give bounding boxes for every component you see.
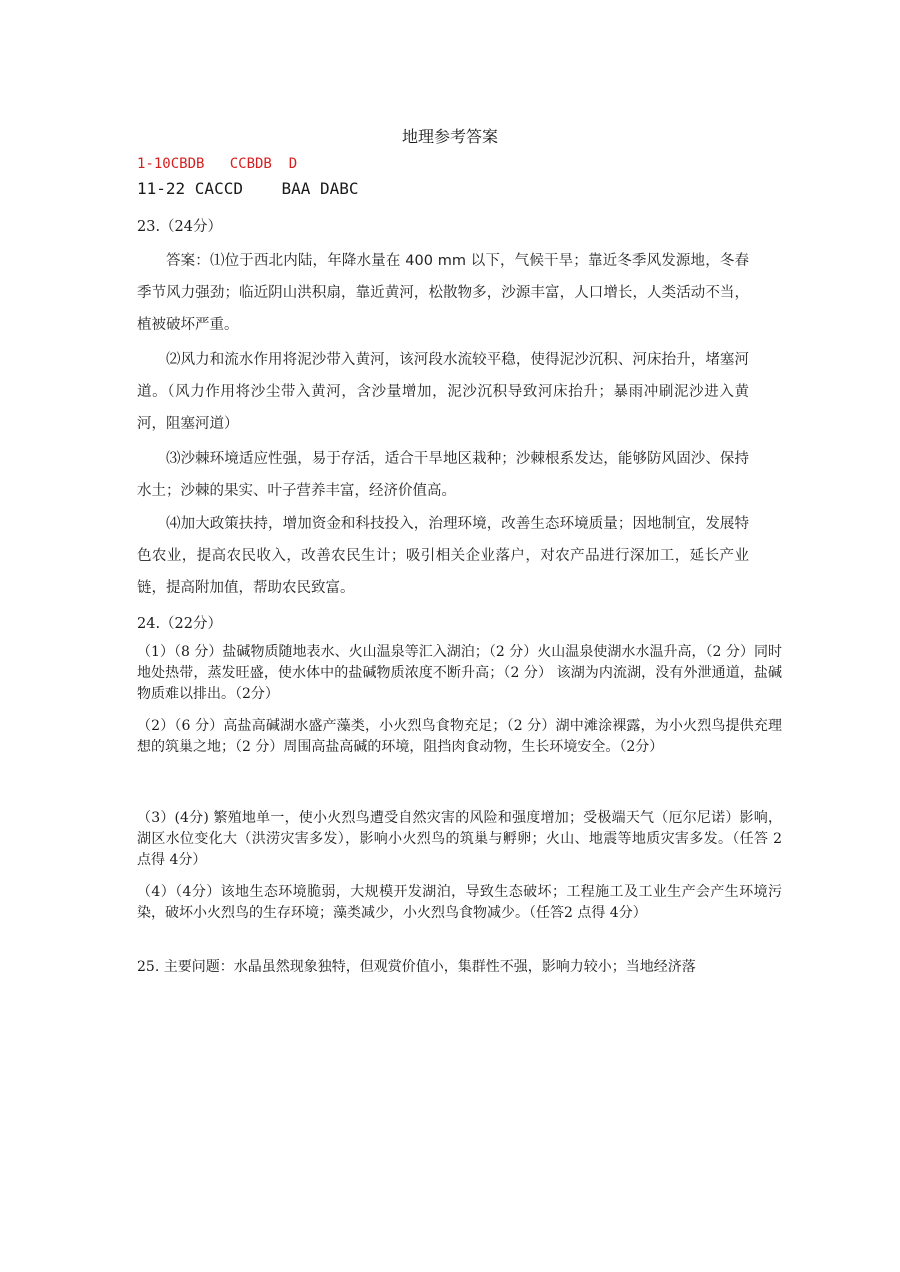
question-23-answer-part-3: ⑶沙棘环境适应性强，易于存活，适合干旱地区栽种；沙棘根系发达，能够防风固沙、保持水土；沙棘的果实、叶子营养丰富，经济价值高。 [137,451,749,499]
question-24-answer-part-4: （4）（4分）该地生态环境脆弱，大规模开发湖泊，导致生态破坏；工程施工及工业生产会产生环境污染，破坏小火烈鸟的生存环境；藻类减少，小火烈鸟食物减少。（任答2 点得 4分） [137,884,782,921]
question-23-heading: 23.（24分） [137,219,223,235]
question-24-heading: 24.（22分） [137,616,223,632]
answer-key-line-2: 11-22 CACCD BAA DABC [137,179,359,198]
question-24-answer-part-3: （3）(4分) 繁殖地单一，使小火烈鸟遭受自然灾害的风险和强度增加；受极端天气（厄尔尼诺）影响，湖区水位变化大（洪涝灾害多发），影响小火烈鸟的筑巢与孵卵；火山、地震等地质灾害多发。（任答 2 点得 4分） [137,810,782,868]
question-23-answer-part-4: ⑷加大政策扶持，增加资金和科技投入，治理环境，改善生态环境质量；因地制宜，发展特色农业，提高农民收入，改善农民生计；吸引相关企业落户，对农产品进行深加工，延长产业链，提高附加值，帮助农民致富。 [137,516,749,596]
question-25-answer: 25. 主要问题：水晶虽然现象独特，但观赏价值小，集群性不强，影响力较小；当地经济落 [137,959,696,975]
question-23-answer-part-1: 答案：⑴位于西北内陆，年降水量在 400 mm 以下，气候干旱；靠近冬季风发源地，冬春季节风力强劲；临近阴山洪积扇，靠近黄河，松散物多，沙源丰富，人口增长，人类活动不当，植被破坏严重。 [137,253,749,333]
answer-key-line-1: 1-10CBDB CCBDB D [137,156,298,172]
question-23-answer-part-2: ⑵风力和流水作用将泥沙带入黄河，该河段水流较平稳，使得泥沙沉积、河床抬升，堵塞河道。（风力作用将沙尘带入黄河，含沙量增加，泥沙沉积导致河床抬升；暴雨冲刷泥沙进入黄河，阻塞河道） [137,352,749,432]
question-24-answer-part-1: （1）（8 分）盐碱物质随地表水、火山温泉等汇入湖泊；（2 分）火山温泉使湖水水温升高，（2 分）同时地处热带，蒸发旺盛，使水体中的盐碱物质浓度不断升高；（2 分） 该湖为内流湖，没有外泄通道，盐碱物质难以排出。（2分） [137,644,782,702]
question-24-answer-part-2: （2）（6 分）高盐高碱湖水盛产藻类，小火烈鸟食物充足；（2 分）湖中滩涂裸露，为小火烈鸟提供充理想的筑巢之地；（2 分）周围高盐高碱的环境，阻挡肉食动物，生长环境安全。（2分） [137,718,782,755]
page-title: 地理参考答案 [401,127,498,146]
